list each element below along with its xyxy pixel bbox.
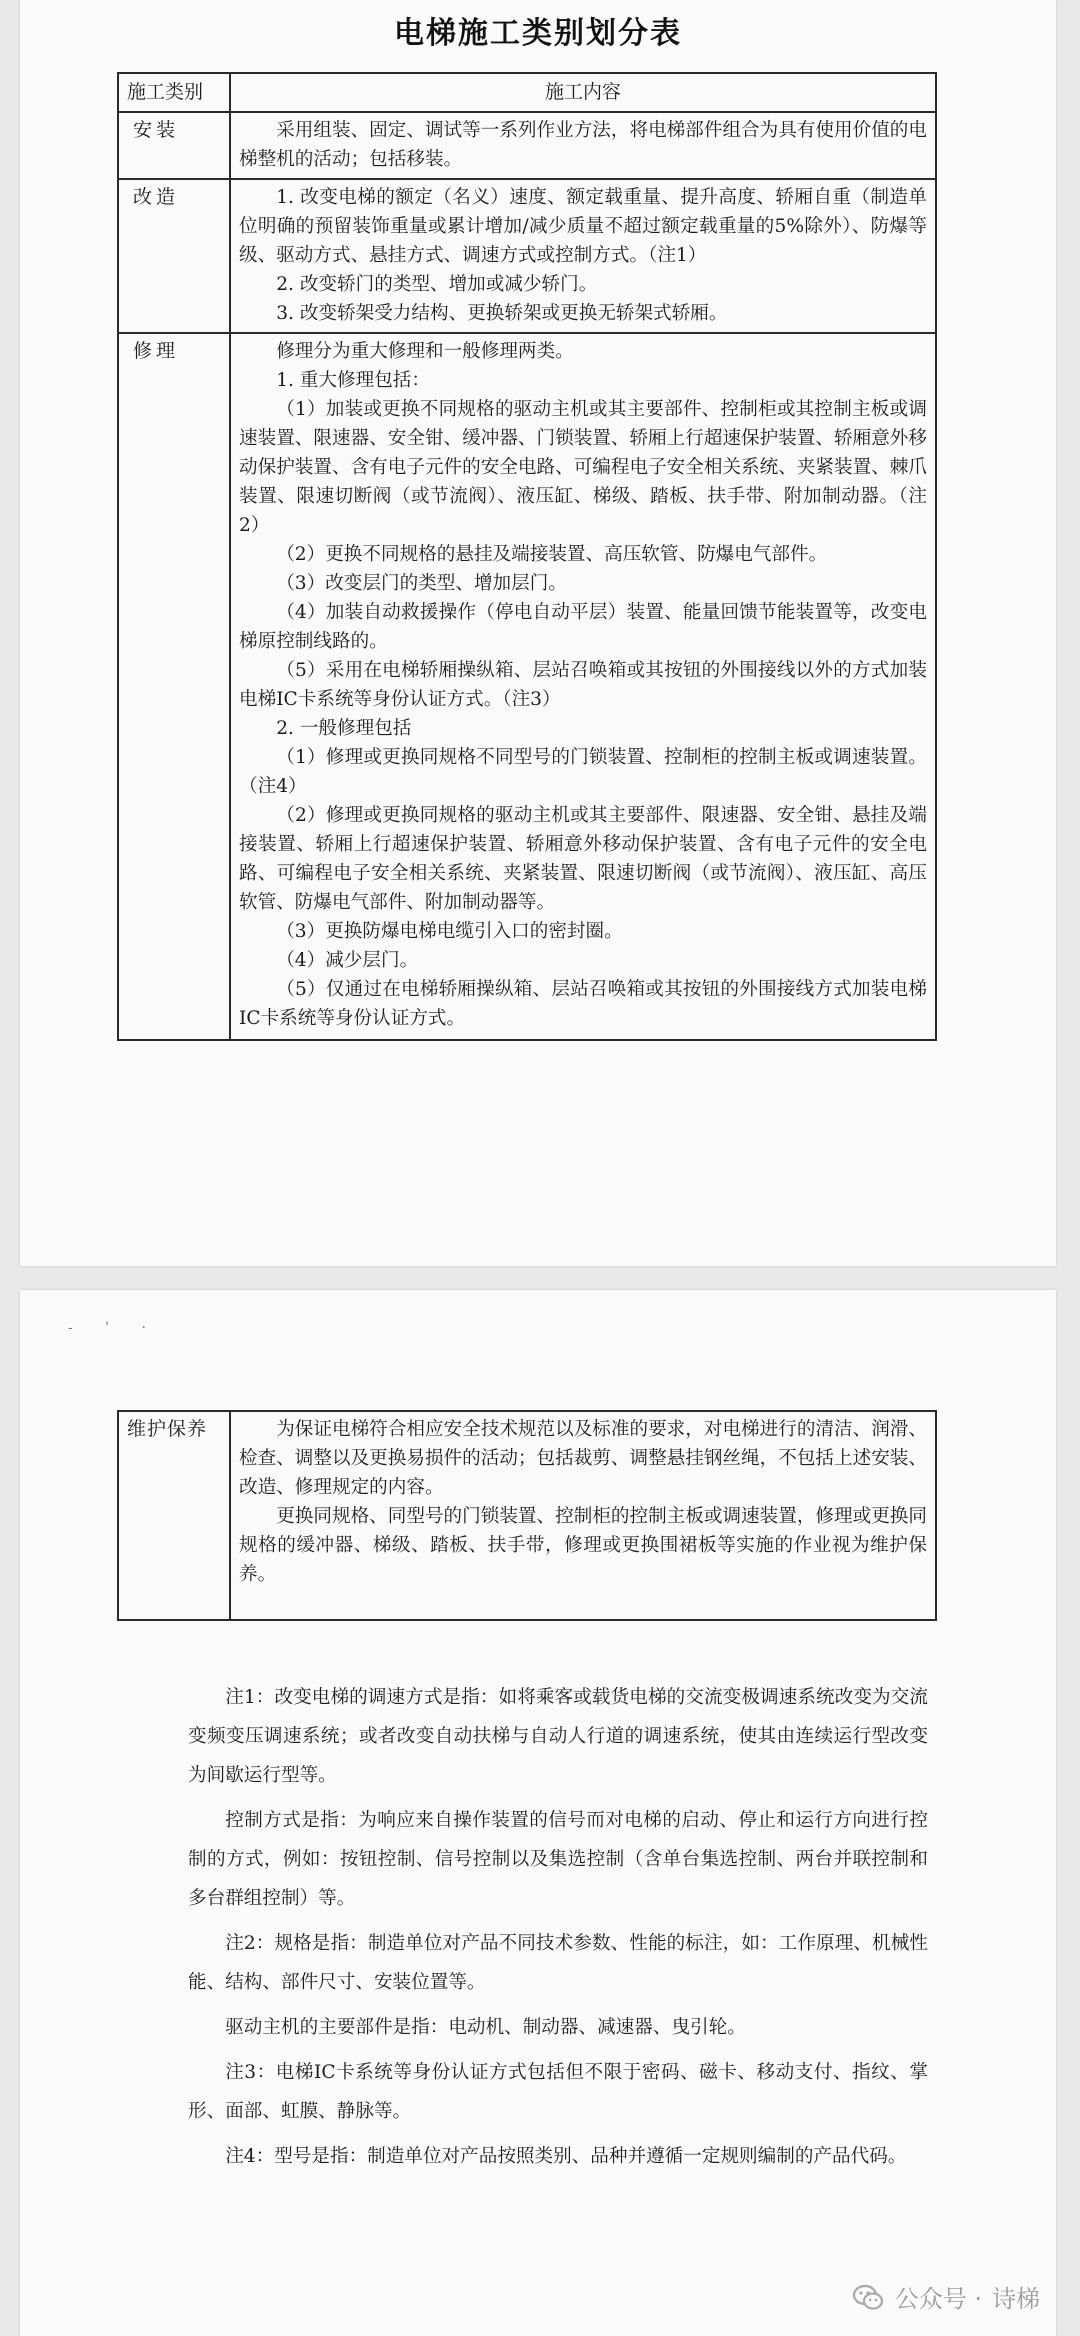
wechat-watermark [851, 2279, 1040, 2314]
content-paragraph: （3）改变层门的类型、增加层门。 [276, 573, 567, 594]
note-paragraph: 控制方式是指：为响应来自操作装置的信号而对电梯的启动、停止和运行方向进行控制的方式，例如：按钮控制、信号控制以及集选控制（含单台集选控制、两台并联控制和多台群组控制）等。 [188, 1810, 928, 1909]
content-repair [230, 333, 936, 1040]
note-paragraph: 注4：型号是指：制造单位对产品按照类别、品种并遵循一定规则编制的产品代码。 [225, 2146, 907, 2167]
category-maintenance: 维护保养 [118, 1411, 230, 1620]
content-paragraph: 修理分为重大修理和一般修理两类。 [276, 341, 574, 362]
content-paragraph: （1）修理或更换同规格不同型号的门锁装置、控制柜的控制主板或调速装置。（注4） [239, 747, 927, 797]
content-paragraph: 更换同规格、同型号的门锁装置、控制柜的控制主板或调速装置，修理或更换同规格的缓冲器、梯级、踏板、扶手带，修理或更换围裙板等实施的作业视为维护保养。 [239, 1506, 927, 1585]
content-paragraph: （2）更换不同规格的悬挂及端接装置、高压软管、防爆电气部件。 [276, 544, 828, 565]
scan-marks: - ' · [68, 1320, 160, 1336]
watermark-account: 诗梯 [992, 2285, 1040, 2313]
content-maintenance [230, 1411, 936, 1620]
document-title: 电梯施工类别划分表 [394, 16, 682, 51]
maintenance-table [117, 1410, 937, 1621]
category-modify: 改造 [118, 179, 230, 333]
note-paragraph: 注2：规格是指：制造单位对产品不同技术参数、性能的标注，如：工作原理、机械性能、结构、部件尺寸、安装位置等。 [188, 1933, 928, 1993]
note-paragraph: 注3：电梯IC卡系统等身份认证方式包括但不限于密码、磁卡、移动支付、指纹、掌形、面部、虹膜、静脉等。 [188, 2062, 928, 2122]
note-paragraph: 注1：改变电梯的调速方式是指：如将乘客或载货电梯的交流变极调速系统改变为交流变频变压调速系统；或者改变自动扶梯与自动人行道的调速系统，使其由连续运行型改变为间歇运行型等。 [188, 1687, 928, 1786]
category-repair: 修理 [118, 333, 230, 1040]
content-paragraph: （3）更换防爆电梯电缆引入口的密封圈。 [276, 921, 623, 942]
table-row-maintenance [118, 1411, 936, 1620]
document-page-2 [20, 1290, 1056, 2336]
table-row-modify [118, 179, 936, 333]
document-page-1 [20, 0, 1056, 1266]
content-paragraph: （1）加装或更换不同规格的驱动主机或其主要部件、控制柜或其控制主板或调速装置、限速器、安全钳、缓冲器、门锁装置、轿厢上行超速保护装置、轿厢意外移动保护装置、含有电子元件的安全电路、可编程电子安全相关系统、夹紧装置、棘爪装置、限速切断阀（或节流阀）、液压缸、梯级、踏板、扶手带、附加制动器。（注2） [239, 399, 927, 536]
content-paragraph: （4）减少层门。 [276, 950, 419, 971]
watermark-brand: 公众号 · [894, 2285, 982, 2313]
table-row-repair [118, 333, 936, 1040]
wechat-official-account-icon [851, 2280, 885, 2314]
content-paragraph: 3. 改变轿架受力结构、更换轿架或更换无轿架式轿厢。 [276, 303, 728, 324]
content-paragraph: 1. 改变电梯的额定（名义）速度、额定载重量、提升高度、轿厢自重（制造单位明确的预留装饰重量或累计增加/减少质量不超过额定载重量的5%除外）、防爆等级、驱动方式、悬挂方式、调速方式或控制方式。（注1） [239, 187, 927, 266]
table-header-row [118, 73, 936, 112]
content-paragraph: （5）采用在电梯轿厢操纵箱、层站召唤箱或其按钮的外围接线以外的方式加装电梯IC卡系统等身份认证方式。（注3） [239, 660, 927, 710]
header-content: 施工内容 [230, 73, 936, 112]
content-paragraph: （4）加装自动救援操作（停电自动平层）装置、能量回馈节能装置等，改变电梯原控制线路的。 [239, 602, 927, 652]
content-paragraph: 为保证电梯符合相应安全技术规范以及标准的要求，对电梯进行的清洁、润滑、检查、调整以及更换易损件的活动；包括裁剪、调整悬挂钢丝绳，不包括上述安装、改造、修理规定的内容。 [239, 1419, 927, 1498]
note-paragraph: 驱动主机的主要部件是指：电动机、制动器、减速器、曳引轮。 [225, 2017, 746, 2038]
category-install: 安装 [118, 112, 230, 179]
content-modify [230, 179, 936, 333]
classification-table [117, 72, 937, 1041]
content-paragraph: （2）修理或更换同规格的驱动主机或其主要部件、限速器、安全钳、悬挂及端接装置、轿厢上行超速保护装置、轿厢意外移动保护装置、含有电子元件的安全电路、可编程电子安全相关系统、夹紧装置、限速切断阀（或节流阀）、液压缸、高压软管、防爆电气部件、附加制动器等。 [239, 805, 927, 913]
content-paragraph: （5）仅通过在电梯轿厢操纵箱、层站召唤箱或其按钮的外围接线方式加装电梯IC卡系统等身份认证方式。 [239, 979, 927, 1029]
content-install [230, 112, 936, 179]
header-category: 施工类别 [118, 73, 230, 112]
content-paragraph: 1. 重大修理包括： [276, 370, 430, 391]
table-row-install [118, 112, 936, 179]
notes-section [188, 1678, 928, 2182]
content-paragraph: 2. 改变轿门的类型、增加或减少轿门。 [276, 274, 598, 295]
content-paragraph: 2. 一般修理包括 [276, 718, 412, 739]
content-paragraph: 采用组装、固定、调试等一系列作业方法，将电梯部件组合为具有使用价值的电梯整机的活动；包括移装。 [239, 120, 927, 170]
